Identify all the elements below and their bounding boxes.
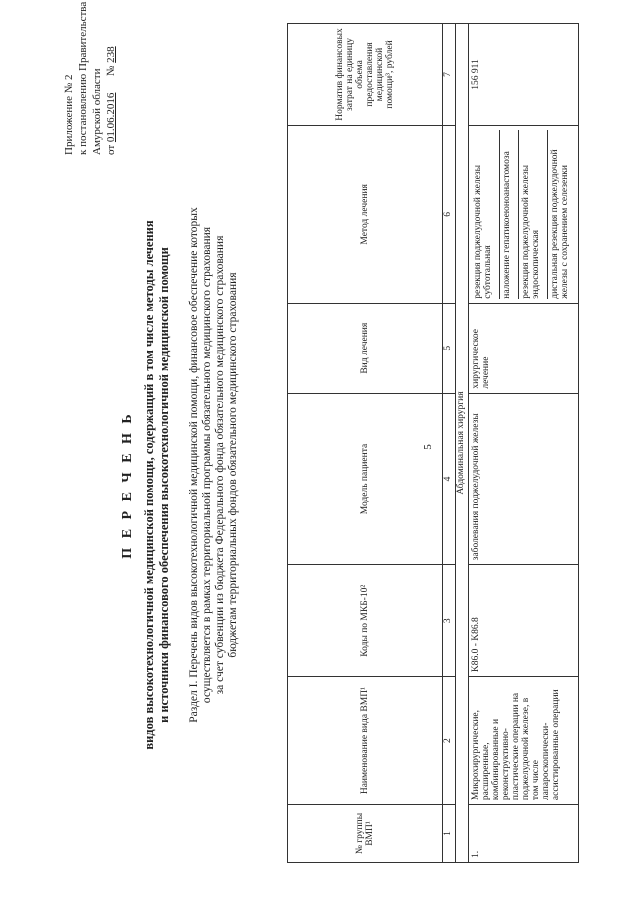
vmp-table xyxy=(287,23,579,863)
column-number: 4 xyxy=(443,393,456,565)
row-cost: 156 911 xyxy=(469,24,579,126)
document-title: П Е Р Е Ч Е Н Ь xyxy=(120,411,135,559)
appendix-number: 238 xyxy=(105,46,117,63)
row-methods xyxy=(469,125,579,303)
appendix-line3: Амурской области xyxy=(91,68,103,155)
table-header-row xyxy=(288,24,443,863)
row-model: заболевания поджелудочной железы xyxy=(469,393,579,565)
date-prefix: от xyxy=(105,144,117,155)
column-number: 3 xyxy=(443,565,456,677)
header-cost: Норматив финансовых затрат на единицу объема предоставления медицинской помощи³, рублей xyxy=(288,24,443,126)
document-subtitle-line1: видов высокотехнологичной медицинской помощи, содержащий в том числе методы лечения xyxy=(142,220,156,750)
method-item: резекция поджелудочной железы эндоскопическая xyxy=(519,130,548,299)
section-row-label: Абдоминальная хирургия xyxy=(456,24,469,863)
column-number: 2 xyxy=(443,677,456,805)
appendix-block xyxy=(62,0,118,155)
row-codes: K86.0 - K86.8 xyxy=(469,565,579,677)
section-heading-line3: за счет субвенции из бюджета Федерального фонда обязательного медицинского страхования xyxy=(214,235,226,695)
column-number: 5 xyxy=(443,303,456,393)
section-heading-line2: осуществляется в рамках территориальной программы обязательного медицинского страхования xyxy=(201,226,213,704)
header-group: № группы ВМП¹ xyxy=(288,805,443,863)
header-model: Модель пациента xyxy=(288,393,443,565)
appendix-date-line xyxy=(104,0,118,155)
appendix-date: 01.06.2016 xyxy=(105,92,117,143)
header-codes: Коды по МКБ-10² xyxy=(288,565,443,677)
header-method: Метод лечения xyxy=(288,125,443,303)
row-group: 1. xyxy=(469,805,579,863)
column-number: 7 xyxy=(443,24,456,126)
method-item: дистальная резекция поджелудочной железы с сохранением селезенки xyxy=(550,149,570,299)
section-heading-line1: Раздел I. Перечень видов высокотехнологичной медицинской помощи, финансовое обеспечение которых xyxy=(188,207,200,723)
column-number-row xyxy=(443,24,456,863)
document-subtitle-line2: и источники финансового обеспечения высокотехнологичной медицинской помощи xyxy=(157,247,171,723)
appendix-line1: Приложение № 2 xyxy=(63,74,75,155)
table-row xyxy=(469,24,579,863)
section-heading-line4: бюджетам территориальных фондов обязательного медицинского страхования xyxy=(227,272,239,658)
column-number: 1 xyxy=(443,805,456,863)
row-name: Микрохирургические, расширенные, комбинированные и реконструктивно-пластические операции на поджелудочной железе, в том числе лапароскопически-ассистированные операции xyxy=(469,677,579,805)
section-row xyxy=(456,24,469,863)
row-type: хирургическое лечение xyxy=(469,303,579,393)
method-item: резекция поджелудочной железы субтотальная xyxy=(471,130,500,299)
number-prefix: № xyxy=(105,65,117,77)
header-name: Наименование вида ВМП¹ xyxy=(288,677,443,805)
method-item: наложение гепатикоеюноанастомоза xyxy=(500,130,519,299)
page-number: 5 xyxy=(422,444,434,450)
section-heading xyxy=(188,145,240,785)
column-number: 6 xyxy=(443,125,456,303)
appendix-line2: к постановлению Правительства xyxy=(77,1,89,155)
header-type: Вид лечения xyxy=(288,303,443,393)
